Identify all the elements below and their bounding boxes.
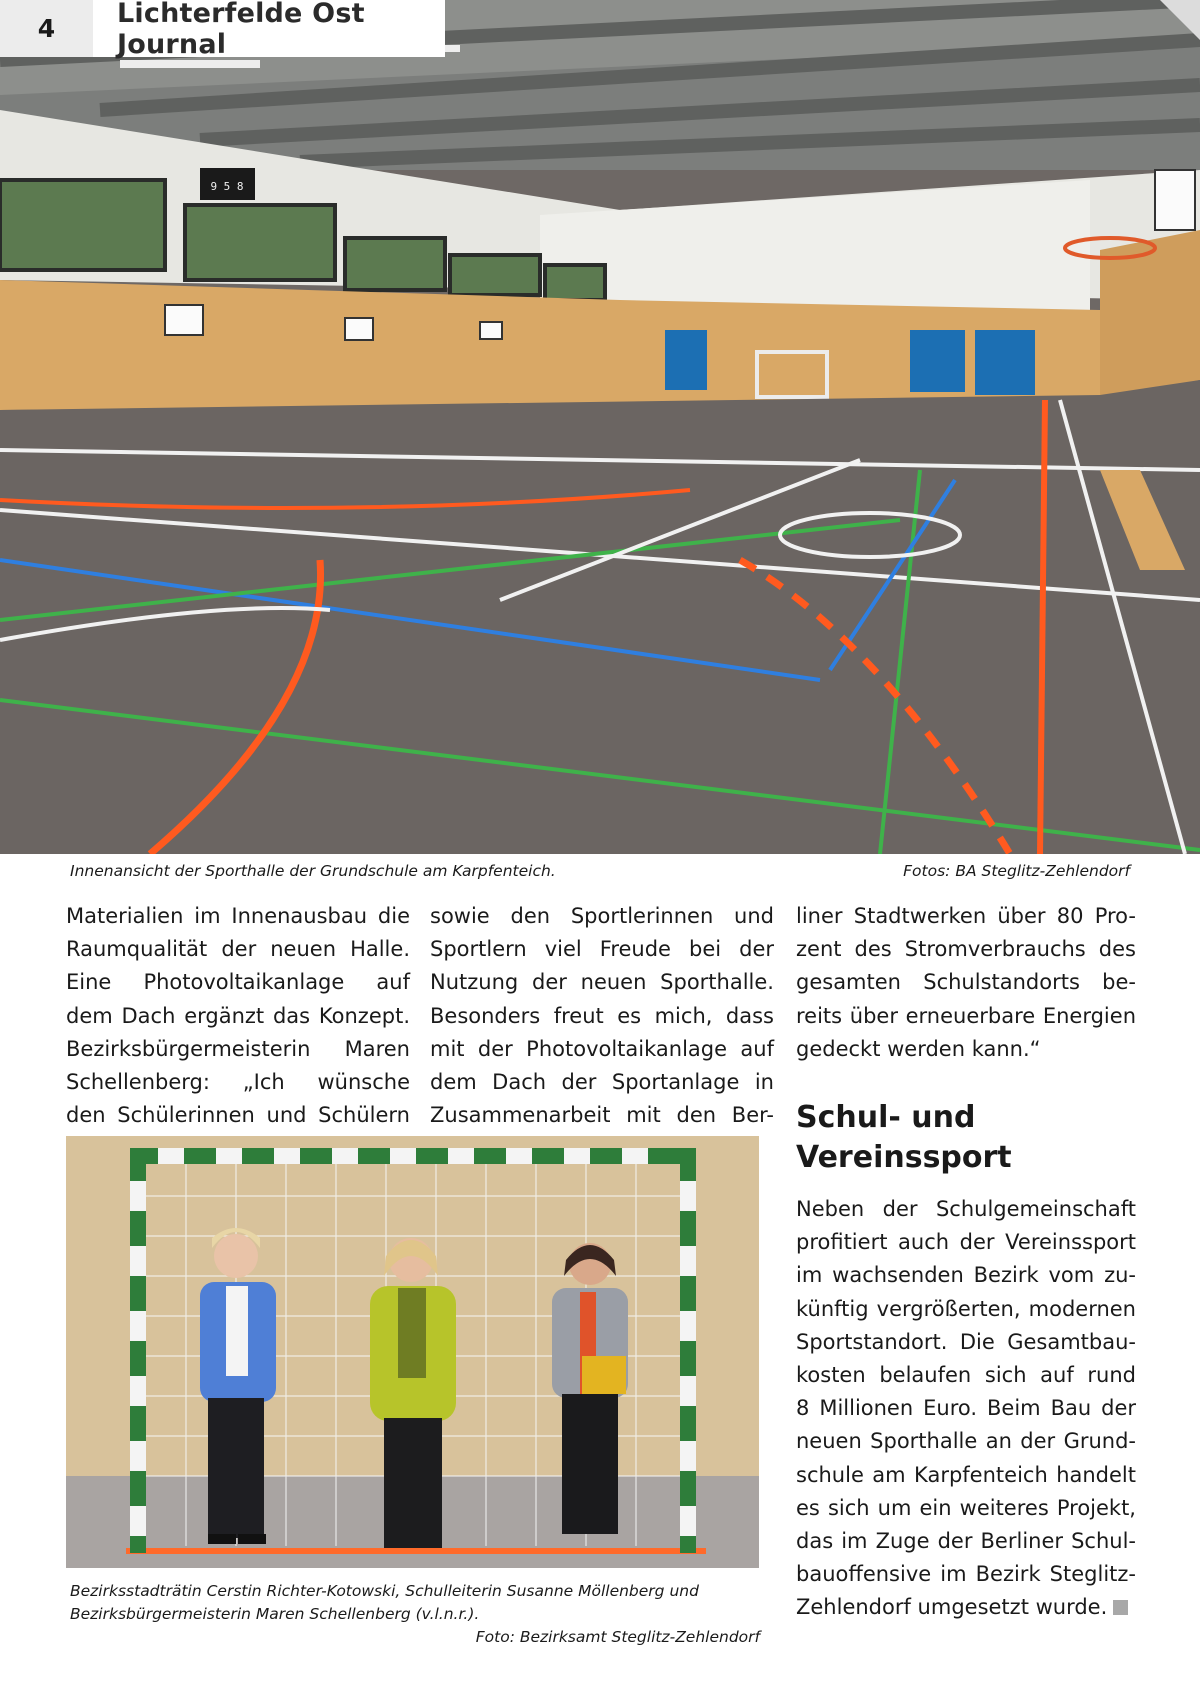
col1-line: Schellenberg: „Ich wünsche xyxy=(66,1070,410,1095)
col3-line: schule am Karpfenteich handelt xyxy=(796,1462,1136,1487)
col3-line: das im Zuge der Berliner Schul- xyxy=(796,1529,1136,1554)
col1-line: dem Dach ergänzt das Konzept. xyxy=(66,1003,410,1028)
col2-line: Sportlern viel Freude bei der xyxy=(430,937,774,962)
caption2-line2: Bezirksbürgermeisterin Maren Schellenberg (v.l.n.r.). xyxy=(70,1605,480,1623)
col3-line: 8 Millionen Euro. Beim Bau der xyxy=(796,1396,1136,1421)
caption2-line2-row xyxy=(70,1603,760,1646)
page-number: 4 xyxy=(0,0,93,57)
col3-line: liner Stadtwerken über 80 Pro- xyxy=(796,904,1136,928)
text-column-3-body xyxy=(796,1193,1136,1625)
col3-line: bauoffensive im Bezirk Steglitz- xyxy=(796,1562,1136,1587)
page-header xyxy=(0,0,445,60)
col1-line: den Schülerinnen und Schülern xyxy=(66,1103,410,1128)
text-column-1 xyxy=(66,900,410,1132)
col2-line: dem Dach der Sportanlage in xyxy=(430,1070,774,1095)
caption2-line1: Bezirksstadträtin Cerstin Richter-Kotowski, Schulleiterin Susanne Möllenberg und xyxy=(70,1582,699,1600)
col2-line: Nutzung der neuen Sporthalle. xyxy=(430,970,774,995)
col1-line: Raumqualität der neuen Halle. xyxy=(66,937,410,962)
hero-caption: Innenansicht der Sporthalle der Grundschule am Karpfenteich. xyxy=(70,862,556,880)
journal-title: Lichterfelde Ost Journal xyxy=(93,0,445,57)
col3-line-last xyxy=(796,1591,1136,1624)
col3-line: gesamten Schulstandorts be- xyxy=(796,970,1136,995)
col3-line: zent des Stromverbrauchs des xyxy=(796,937,1136,962)
group-photo-image xyxy=(66,1136,759,1568)
col1-line: Materialien im Innenausbau die xyxy=(66,904,410,928)
subheading-line: Schul- und xyxy=(796,1100,976,1135)
scoreboard-text: 9 5 8 xyxy=(210,180,244,193)
col3-line: Sportstandort. Die Gesamtbau- xyxy=(796,1329,1136,1354)
group-photo-caption xyxy=(70,1580,760,1649)
col2-line: sowie den Sportlerinnen und xyxy=(430,904,774,928)
group-photo-credit: Foto: Bezirksamt Steglitz-Zehlendorf xyxy=(475,1628,760,1646)
text-column-2 xyxy=(430,900,774,1132)
subheading-line: Vereinssport xyxy=(796,1140,1012,1175)
subheading xyxy=(796,1098,1012,1178)
col3-last-text: Zehlendorf umgesetzt wurde. xyxy=(796,1595,1108,1620)
hero-credit: Fotos: BA Steglitz-Zehlendorf xyxy=(903,862,1130,880)
end-of-article-square-icon xyxy=(1113,1600,1128,1615)
col3-line: es sich um ein weiteres Projekt, xyxy=(796,1495,1136,1520)
col3-line: Neben der Schulgemeinschaft xyxy=(796,1197,1136,1221)
col1-line: Eine Photovoltaikanlage auf xyxy=(66,970,410,995)
col2-line: Besonders freut es mich, dass xyxy=(430,1003,774,1028)
col3-line: profitiert auch der Vereinssport xyxy=(796,1230,1136,1255)
text-column-3-intro xyxy=(796,900,1136,1066)
col3-line: reits über erneuerbare Energien xyxy=(796,1003,1136,1028)
col3-line: im wachsenden Bezirk vom zu- xyxy=(796,1263,1136,1288)
col2-line: mit der Photovoltaikanlage auf xyxy=(430,1036,774,1061)
col3-line: künftig vergrößerten, modernen xyxy=(796,1296,1136,1321)
col3-line: neuen Sporthalle an der Grund- xyxy=(796,1429,1136,1454)
col3-line: kosten belaufen sich auf rund xyxy=(796,1363,1136,1388)
col3-line: gedeckt werden kann.“ xyxy=(796,1036,1041,1061)
col2-line: Zusammenarbeit mit den Ber- xyxy=(430,1103,774,1128)
group-photo xyxy=(66,1136,759,1568)
col1-line: Bezirksbürgermeisterin Maren xyxy=(66,1036,410,1061)
